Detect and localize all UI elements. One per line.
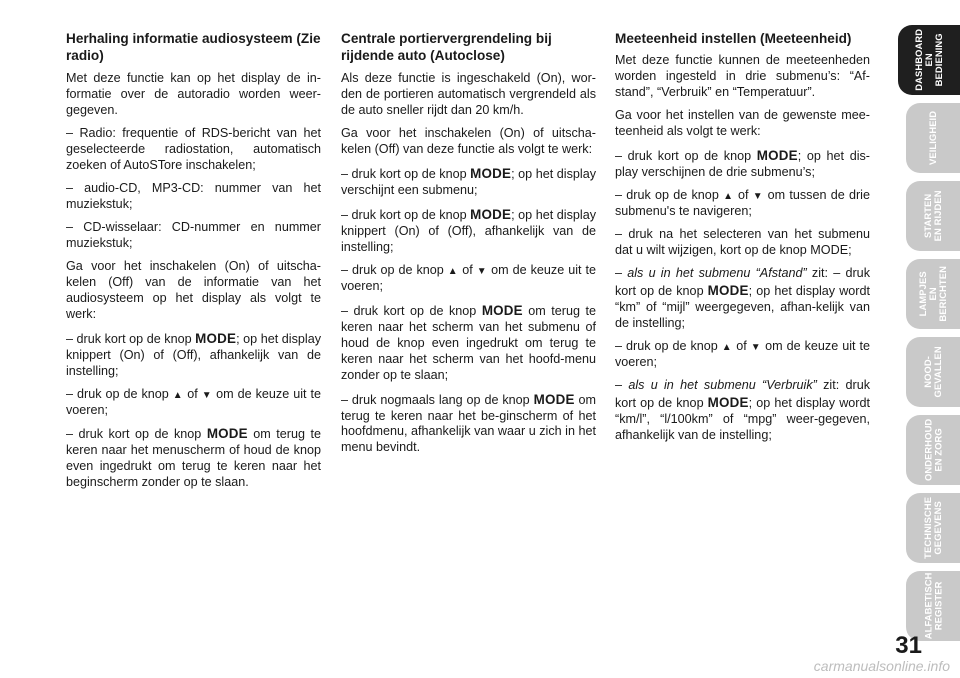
paragraph: – als u in het submenu “Verbruik” zit: druk kort op de knop MODE; op het display wordt “km/l”, “l/100km” of “mpg” weer-gegeven, afhankelijk van de instelling;: [615, 378, 871, 443]
column-units: [615, 30, 870, 451]
tab-dashboard[interactable]: DASHBOARD EN BEDIENING: [898, 25, 960, 95]
paragraph: – druk kort op de knop MODE; op het display verschijnt een submenu;: [341, 165, 596, 197]
mode-key-label: MODE: [206, 426, 248, 442]
down-arrow-icon: ▼: [752, 191, 764, 203]
paragraph: – druk op de knop ▲ of ▼ om tussen de drie submenu's te navigeren;: [615, 188, 870, 219]
paragraph: – druk nogmaals lang op de knop MODE om terug te keren naar het be-ginscherm of het hoofdmenu, afhankelijk van waar u zich in het menu bevindt.: [341, 391, 596, 455]
tab-noodgevallen[interactable]: NOOD- GEVALLEN: [906, 337, 960, 407]
heading-autoclose: Centrale portiervergrendeling bij rijdende auto (Autoclose): [341, 31, 552, 64]
paragraph: – druk op de knop ▲ of ▼ om de keuze uit te voeren;: [341, 262, 596, 293]
paragraph: Ga voor het inschakelen (On) of uitscha-kelen (Off) van de informatie van het audiosysteem op het display als volgt te werk:: [66, 258, 321, 321]
column-autoclose: [341, 30, 596, 463]
paragraph: – druk kort op de knop MODE om terug te keren naar het menuscherm of houd de knop even ingedrukt om terug te keren naar het beginscherm zonder op te slaan.: [66, 426, 321, 490]
paragraph: Met deze functie kan op het display de in-formatie over de autoradio worden weer-gegeven.: [66, 70, 321, 117]
mode-key-label: MODE: [470, 206, 512, 222]
paragraph: Ga voor het instellen van de gewenste mee-teenheid als volgt te werk:: [615, 108, 870, 139]
paragraph: Met deze functie kunnen de meeteenheden worden ingesteld in drie submenu’s: “Af-stand”, “Verbruik” en “Temperatuur”.: [615, 53, 870, 100]
paragraph: – druk na het selecteren van het submenu dat u wilt wijzigen, kort op de knop MODE;: [615, 227, 870, 258]
paragraph: Als deze functie is ingeschakeld (On), wor-den de portieren automatisch vergrendeld als de auto sneller rijdt dan 20 km/h.: [341, 70, 596, 117]
heading-units: Meeteenheid instellen (Meeteenheid): [615, 31, 852, 46]
mode-key-label: MODE: [195, 330, 237, 346]
paragraph: – audio-CD, MP3-CD: nummer van het muziekstuk;: [66, 180, 321, 211]
mode-key-label: MODE: [533, 391, 575, 407]
down-arrow-icon: ▼: [750, 342, 762, 354]
paragraph: Ga voor het inschakelen (On) of uitscha-kelen (Off) van deze functie als volgt te werk:: [341, 125, 596, 156]
mode-key-label: MODE: [707, 395, 749, 411]
paragraph: – CD-wisselaar: CD-nummer en nummer muziekstuk;: [66, 219, 321, 250]
mode-key-label: MODE: [481, 302, 523, 318]
up-arrow-icon: ▲: [172, 389, 184, 401]
up-arrow-icon: ▲: [723, 191, 734, 203]
up-arrow-icon: ▲: [721, 342, 733, 354]
paragraph: – druk op de knop ▲ of ▼ om de keuze uit te voeren;: [66, 386, 321, 417]
tab-onderhoud[interactable]: ONDERHOUD EN ZORG: [906, 415, 960, 485]
column-audio-info: [66, 30, 321, 498]
paragraph: – druk op de knop ▲ of ▼ om de keuze uit te voeren;: [615, 339, 870, 370]
paragraph: – druk kort op de knop MODE; op het dis-play verschijnen de drie submenu’s;: [615, 148, 870, 180]
tab-lampjes[interactable]: LAMPJES EN BERICHTEN: [906, 259, 960, 329]
watermark: carmanualsonline.info: [813, 658, 950, 674]
mode-key-label: MODE: [756, 148, 798, 164]
tab-starten[interactable]: STARTEN EN RIJDEN: [906, 181, 960, 251]
down-arrow-icon: ▼: [476, 265, 488, 277]
paragraph: – als u in het submenu “Afstand” zit: – druk kort op de knop MODE; op het display wordt “km” of “mijl” weergegeven, afhan-kelijk van de instelling;: [615, 266, 870, 331]
tab-veiligheid[interactable]: VEILIGHEID: [906, 103, 960, 173]
tab-technische[interactable]: TECHNISCHE GEGEVENS: [906, 493, 960, 563]
mode-key-label: MODE: [707, 283, 749, 299]
paragraph: – druk kort op de knop MODE; op het display knippert (On) of (Off), afhankelijk van de instelling;: [66, 330, 321, 378]
down-arrow-icon: ▼: [201, 389, 213, 401]
page-number: 31: [895, 632, 922, 659]
paragraph: – Radio: frequentie of RDS-bericht van het geselecteerde radiostation, automatisch zoeken of AutoSTore inschakelen;: [66, 125, 321, 172]
paragraph: – druk kort op de knop MODE; op het display knippert (On) of (Off), afhankelijk van de instelling;: [341, 206, 596, 254]
heading-audio-info: Herhaling informatie audiosysteem (Zie radio): [66, 31, 321, 64]
up-arrow-icon: ▲: [447, 265, 459, 277]
mode-key-label: MODE: [470, 165, 512, 181]
paragraph: – druk kort op de knop MODE om terug te keren naar het scherm van het submenu of houd de knop even ingedrukt om terug te keren naar het scherm van het hoofd-menu zonder op te slaan;: [341, 302, 596, 382]
tab-alfabetisch[interactable]: ALFABETISCH REGISTER: [906, 571, 960, 641]
